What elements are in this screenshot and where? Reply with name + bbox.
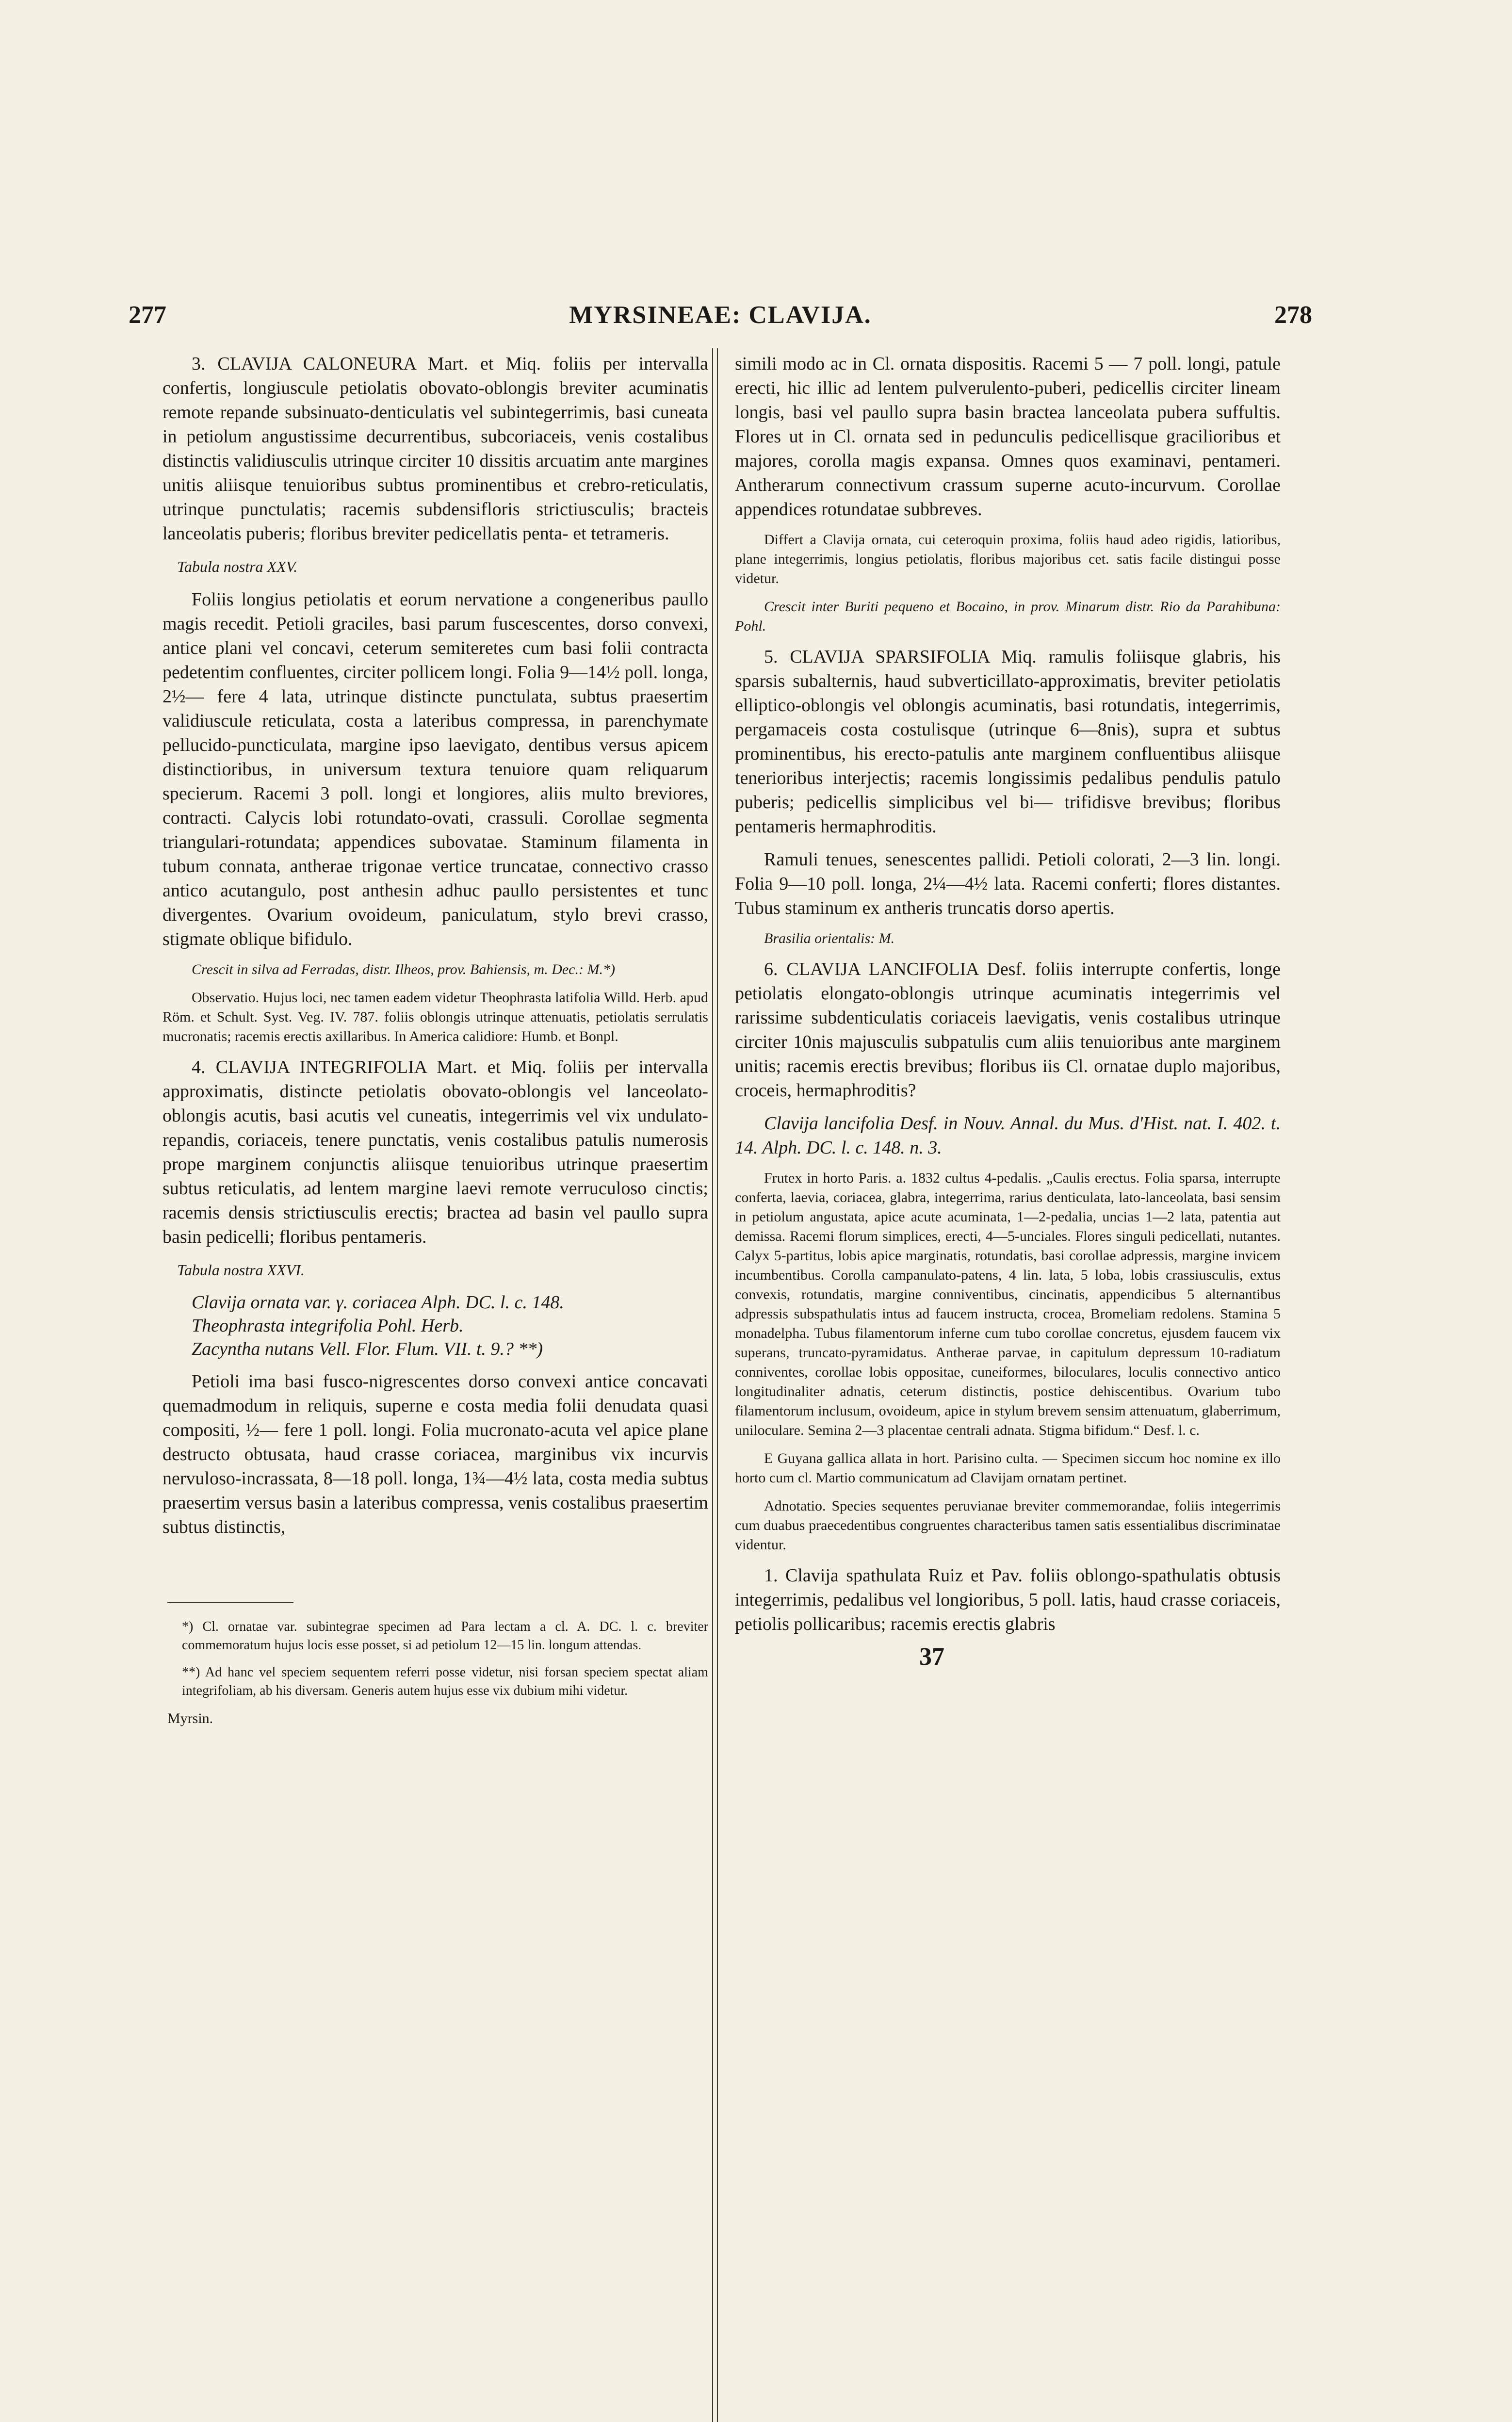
species-5-locality: Brasilia orientalis: M. [764,930,895,946]
right-column [735,352,1281,1669]
footnote-rule [167,1602,293,1603]
species-5-diagnosis: 5. CLAVIJA SPARSIFOLIA Miq. ramulis foliisque glabris, his sparsis subalternis, haud subverticillato-approximatis, breviter petiolatis elliptico-oblongis vel oblongis acuminatis, basi rotundatis, integerrimis, pergamaceis costa costulisque (utrinque 6—8nis), supra et subtus prominentibus, his erecto-patulis ante marginem confluentibus aliisque tenerioribus interjectis; racemis longissimis pedalibus pendulis patulo puberis; pedicellis simplicibus vel bi— trifidisve brevibus; floribus pentameris hermaphroditis. [735,647,1281,837]
page-number: 37 [919,1643,944,1671]
plate-reference-25: Tabula nostra XXV. [177,558,298,575]
species-6-synonym: Clavija lancifolia Desf. in Nouv. Annal. du Mus. d'Hist. nat. I. 402. t. 14. Alph. DC. l. c. 148. n. 3. [735,1113,1281,1158]
peruvian-species-1: 1. Clavija spathulata Ruiz et Pav. foliis oblongo-spathulatis obtusis integerrimis, pedalibus vel longioribus, 5 poll. latis, haud crasse coriaceis, petiolis pollicaribus; racemis erectis glabris [735,1565,1281,1634]
running-title: MYRSINEAE: CLAVIJA. [569,301,872,329]
running-header [129,301,1312,335]
species-3-description: Foliis longius petiolatis et eorum nervatione a congeneribus paullo magis recedit. Petioli graciles, basi parum fuscescentes, dorso convexi, antice plani vel concavi, ceterum semiteretes cum basi folii contracta pedetentim confluentes, circiter pollicem longi. Folia 9—14½ poll. longa, 2½— fere 4 lata, utrinque distincte punctulata, subtus praesertim validiuscule reticulata, costa a lateribus compressa, in parenchymate pellucido-puncticulata, margine ipso laevigato, dentibus versus apicem distinctioribus, in universum textura tenuiore quam reliquarum specierum. Racemi 3 poll. longi et longiores, aliis multo breviores, contracti. Calycis lobi rotundato-ovati, crassuli. Corollae segmenta triangulari-rotundata; appendices subovatae. Staminum filamenta in tubum connata, antherae trigonae vertice truncatae, connectivo crasso antico acutangulo, post anthesin adhuc paullo persistentes et tunc divergentes. Ovarium ovoideum, paniculatum, stylo brevi crasso, stigmate oblique bifidulo. [163,589,708,949]
signature-mark: Myrsin. [167,1710,213,1726]
species-6-diagnosis: 6. CLAVIJA LANCIFOLIA Desf. foliis interrupte confertis, longe petiolatis elongato-oblongis utrinque acuminatis integerrimis vel rarissime subdenticulatis coriaceis laevigatis, venis costalibus utrinque circiter 10nis majusculis subpatulis cum aliis tenuioribus ante marginem unitis; racemis erectis brevibus; floribus iis Cl. ornatae duplo majoribus, croceis, hermaphroditis? [735,959,1281,1101]
species-4-continued: simili modo ac in Cl. ornata dispositis. Racemi 5 — 7 poll. longi, patule erecti, hic illic ad lentem pulverulento-puberi, pedicellis circiter lineam longis, basi vel paullo supra basin bractea lanceolata pubera suffultis. Flores ut in Cl. ornata sed in pedunculis pedicellisque gracilioribus et majores, corolla magis expansa. Omnes quos examinavi, pentameri. Antherarum connectivum crassum superne acuto-incurvum. Corollae appendices rotundatae subbreves. [735,354,1281,520]
synonym-2: Theophrasta integrifolia Pohl. Herb. [192,1316,464,1336]
column-divider [712,348,718,2422]
footnote-2: **) Ad hanc vel speciem sequentem referri posse videtur, nisi forsan speciem spectat aliam integrifoliam, ab his diversam. Generis autem hujus esse vix dubium mihi videtur. [182,1665,708,1698]
right-page-number: 278 [1274,301,1312,329]
species-3-locality: Crescit in silva ad Ferradas, distr. Ilheos, prov. Bahiensis, m. Dec.: M.*) [192,961,615,977]
species-3-observation: Observatio. Hujus loci, nec tamen eadem videtur Theophrasta latifolia Willd. Herb. apud Röm. et Schult. Syst. Veg. IV. 787. foliis oblongis utrinque attenuatis, petiolatis serrulatis mucronatis; racemis erectis axillaribus. In America calidiore: Humb. et Bonpl. [163,990,708,1044]
species-6-note: E Guyana gallica allata in hort. Parisino culta. — Specimen siccum hoc nomine ex illo horto cum cl. Martio communicatum ad Clavijam ornatam pertinet. [735,1450,1281,1486]
footnote-1: *) Cl. ornatae var. subintegrae specimen ad Para lectam a cl. A. DC. l. c. breviter commemoratum hujus locis esse posset, si ad petiolum 12—15 lin. longum attendas. [182,1619,708,1653]
plate-reference-26: Tabula nostra XXVI. [177,1261,305,1279]
synonym-3: Zacyntha nutans Vell. Flor. Flum. VII. t. 9.? **) [192,1339,543,1359]
species-4-locality: Crescit inter Buriti pequeno et Bocaino, in prov. Minarum distr. Rio da Parahibuna: Pohl. [735,599,1281,634]
species-4-description: Petioli ima basi fusco-nigrescentes dorso convexi antice concavati quemadmodum in reliquis, superne e costa media folii denudata quasi compositi, ½— fere 1 poll. longi. Folia mucronato-acuta vel apice plane destructo obtusata, haud crasse coriacea, marginibus vix incurvis nervuloso-incrassata, 8—18 poll. longa, 1¾—4½ lata, costa media subtus praesertim versus basin a lateribus compressa, venis costalibus praesertim subtus distinctis, [163,1371,708,1537]
species-4-differentiation: Differt a Clavija ornata, cui ceteroquin proxima, foliis haud adeo rigidis, latioribus, plane integerrimis, longius petiolatis, floribus majoribus cet. satis facile distingui posse videtur. [735,532,1281,586]
species-5-description: Ramuli tenues, senescentes pallidi. Petioli colorati, 2—3 lin. longi. Folia 9—10 poll. longa, 2¼—4½ lata. Racemi conferti; flores distantes. Tubus staminum ex antheris truncatis dorso apertis. [735,849,1281,918]
annotation-peruvian-species: Adnotatio. Species sequentes peruvianae breviter commemorandae, foliis integerrimis cum duabus praecedentibus congruentes characteribus tamen satis essentialibus discriminatae videntur. [735,1498,1281,1553]
left-page-number: 277 [129,301,166,329]
synonym-1: Clavija ornata var. γ. coriacea Alph. DC. l. c. 148. [192,1292,564,1313]
species-4-diagnosis: 4. CLAVIJA INTEGRIFOLIA Mart. et Miq. foliis per intervalla approximatis, distincte petiolatis obovato-oblongis vel lanceolato-oblongis acutis, basi acutis vel cuneatis, integerrimis vel vix undulato-repandis, coriaceis, tenere punctatis, venis costalibus patulis numerosis prope marginem conjunctis aliisque tenuioribus utrinque praesertim subtus reticulatis, ad lentem margine laevi remote verruculoso cinctis; racemis densis strictiusculis erectis; bractea ad basin vel paullo supra basin pedicelli; floribus pentameris. [163,1057,708,1247]
left-column [163,352,708,1728]
species-3-diagnosis: 3. CLAVIJA CALONEURA Mart. et Miq. foliis per intervalla confertis, longiuscule petiolatis obovato-oblongis breviter acuminatis remote repande subsinuato-denticulatis vel subintegerrimis, basi cuneata in petiolum angustissime decurrentibus, subcoriaceis, venis costalibus distinctis validiusculis utrinque circiter 10 dissitis arcuatim ante margines unitis aliisque tenuioribus subtus prominentibus et crebro-reticulatis, utrinque punctulatis; racemis subdensifloris strictiusculis; bracteis lanceolatis puberis; floribus breviter pedicellatis penta- et tetrameris. [163,354,708,544]
species-6-description: Frutex in horto Paris. a. 1832 cultus 4-pedalis. „Caulis erectus. Folia sparsa, interrupte conferta, laevia, coriacea, glabra, integerrima, rarius denticulata, lato-lanceolata, basi sensim in petiolum angustata, apice acute acuminata, 1—2-pedalia, uncias 1—2 lata, patentia aut demissa. Racemi florum simplices, erecti, 4—5-unciales. Flores singuli pedicellati, nutantes. Calyx 5-partitus, lobis apice marginatis, rotundatis, basi corollae adpressis, margine invicem incumbentibus. Corolla campanulato-patens, 4 lin. lata, 5 loba, lobis crassiusculis, extus convexis, rotundatis, margine conniventibus, cincinatis, appendicibus 5 alternantibus adpressis subspathulatis intus ad faucem instructa, crocea, Bromeliam redolens. Stamina 5 monadelpha. Tubus filamentorum inferne cum tubo corollae concretus, ejusdem faucem vix superans, truncato-pyramidatus. Antherae parvae, in capitulum depressum 10-radiatum conniventes, corollae lobis oppositae, cuneiformes, biloculares, loculis connectivo antico longitudinaliter adnatis, ceterum distinctis, postice dehiscentibus. Ovarium tubo filamentorum inclusum, ovoideum, apice in stylum brevem sensim attenuatum, glaberrimum, uniloculare. Semina 2—3 placentae centrali adnata. Stigma bifidum.“ Desf. l. c. [735,1170,1281,1438]
